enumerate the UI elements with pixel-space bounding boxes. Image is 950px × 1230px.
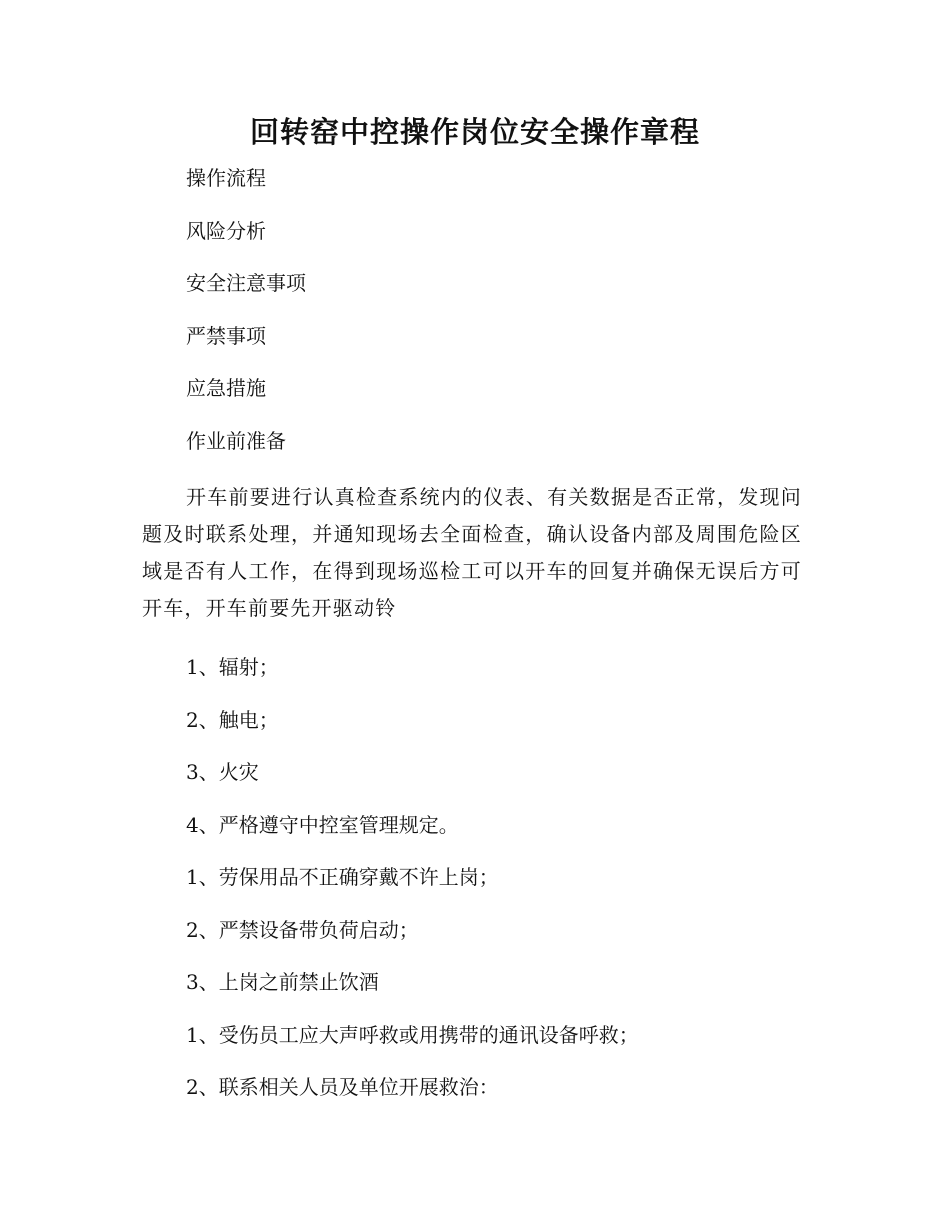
heading-prohibited: 严禁事项	[186, 323, 266, 348]
list-item: 3、上岗之前禁止饮酒	[186, 970, 379, 994]
preparation-paragraph: 开车前要进行认真检查系统内的仪表、有关数据是否正常，发现问题及时联系处理，并通知现场去全面检查，确认设备内部及周围危险区域是否有人工作，在得到现场巡检工可以开车的回复并确保无误后方可开车，开车前要先开驱动铃	[142, 485, 802, 620]
list-item: 1、劳保用品不正确穿戴不许上岗；	[186, 865, 499, 889]
heading-safety-notes: 安全注意事项	[186, 271, 306, 295]
list-item: 2、联系相关人员及单位开展救治：	[186, 1075, 499, 1099]
document-title: 回转窑中控操作岗位安全操作章程	[249, 115, 700, 149]
heading-operation-process: 操作流程	[186, 166, 266, 190]
heading-risk-analysis: 风险分析	[186, 218, 266, 243]
list-item: 1、辐射；	[186, 655, 279, 679]
list-item: 2、严禁设备带负荷启动；	[186, 917, 419, 942]
list-item: 4、严格遵守中控室管理规定。	[186, 812, 459, 837]
list-item: 1、受伤员工应大声呼救或用携带的通讯设备呼救；	[186, 1022, 639, 1047]
heading-emergency: 应急措施	[186, 376, 266, 400]
document-body	[142, 164, 802, 1126]
heading-preparation: 作业前准备	[186, 428, 286, 453]
list-item: 2、触电；	[186, 707, 279, 732]
list-item: 3、火灾	[186, 760, 259, 784]
